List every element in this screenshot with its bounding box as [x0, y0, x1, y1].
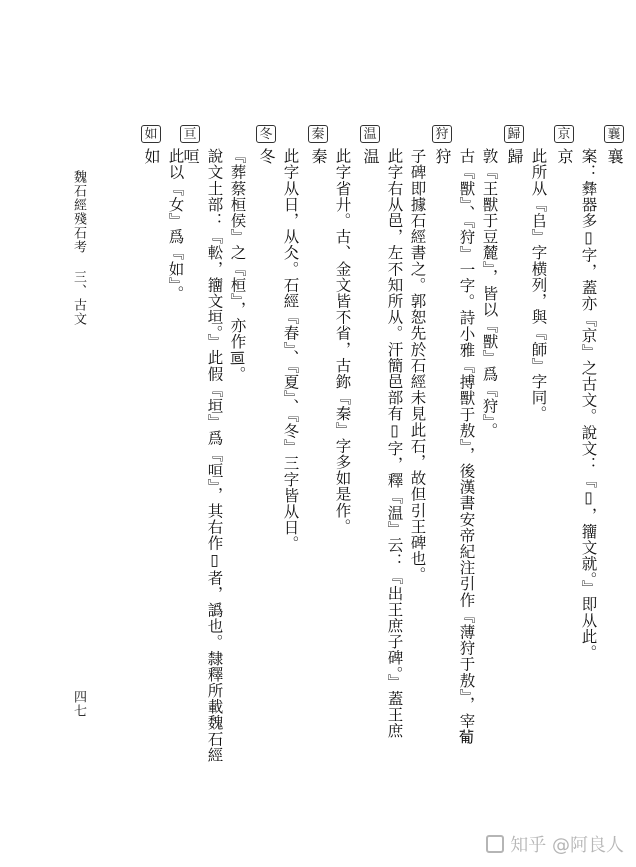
seal-glyph-icon: 狩: [432, 125, 452, 143]
page-number: 四七: [71, 690, 86, 718]
running-head-title: 魏石經殘石考: [71, 170, 86, 254]
headword: 秦: [309, 148, 328, 165]
headword: 襄: [605, 148, 624, 165]
headword: 狩: [433, 148, 452, 165]
seal-glyph-icon: 冬: [256, 125, 276, 143]
zhihu-logo-icon: [486, 835, 504, 853]
entry-text: 案：彝器多▯字，蓋亦『京』之古文。說文：『▯，籒文就。』即从此。: [579, 148, 598, 661]
seal-glyph-icon: 秦: [308, 125, 328, 143]
headword: 京: [555, 148, 574, 165]
headword: 歸: [505, 148, 524, 165]
headword: 冬: [257, 148, 276, 165]
entry-text: 『葬蔡桓侯』之『桓』，亦作𠄢。: [228, 148, 247, 382]
watermark-text: 知乎 @阿良人: [510, 835, 624, 856]
running-head-section: 三、古文: [71, 270, 86, 326]
entry-text: 古『獸』、『狩』一字。詩小雅『搏獸于敖』，後漢書安帝紀注引作『薄狩于敖』，宰𤰈: [457, 148, 476, 745]
entry-text: 子碑即據石經書之。郭恕先於石經未見此石，故但引王碑也。: [408, 148, 427, 583]
headword: 咺: [181, 148, 200, 165]
entry-text: 此所从『𠂤』字横列，與『師』字同。: [529, 148, 548, 422]
seal-glyph-icon: 温: [360, 125, 380, 143]
seal-glyph-icon: 京: [554, 125, 574, 143]
entry-text: 敦『王獸于豆麓』，皆以『獸』爲『狩』。: [480, 148, 499, 439]
seal-glyph-icon: 如: [141, 125, 161, 143]
headword: 如: [142, 148, 161, 165]
seal-glyph-icon: 襄: [604, 125, 624, 143]
seal-glyph-icon: 亘: [180, 125, 200, 143]
entry-text: 此以『女』爲『如』。: [166, 148, 185, 302]
headword: 温: [361, 148, 380, 165]
entry-text: 說文土部：『䡆，籒文垣。』此假『垣』爲『咺』，其右作▯者，譌也。隸釋所載魏石經: [205, 148, 224, 763]
entry-text: 此字省廾。古、金文皆不省，古鉨『秦』字多如是作。: [333, 148, 352, 535]
entry-text: 此字右从邑，左不知所从。汗簡邑部有▯字，釋『温』云：『出王庶子碑。』蓋王庶: [385, 148, 404, 739]
seal-glyph-icon: 歸: [504, 125, 524, 143]
entry-text: 此字从日，从仌。石經『春』、『夏』、『冬』三字皆从日。: [281, 148, 300, 552]
watermark: [486, 831, 624, 857]
